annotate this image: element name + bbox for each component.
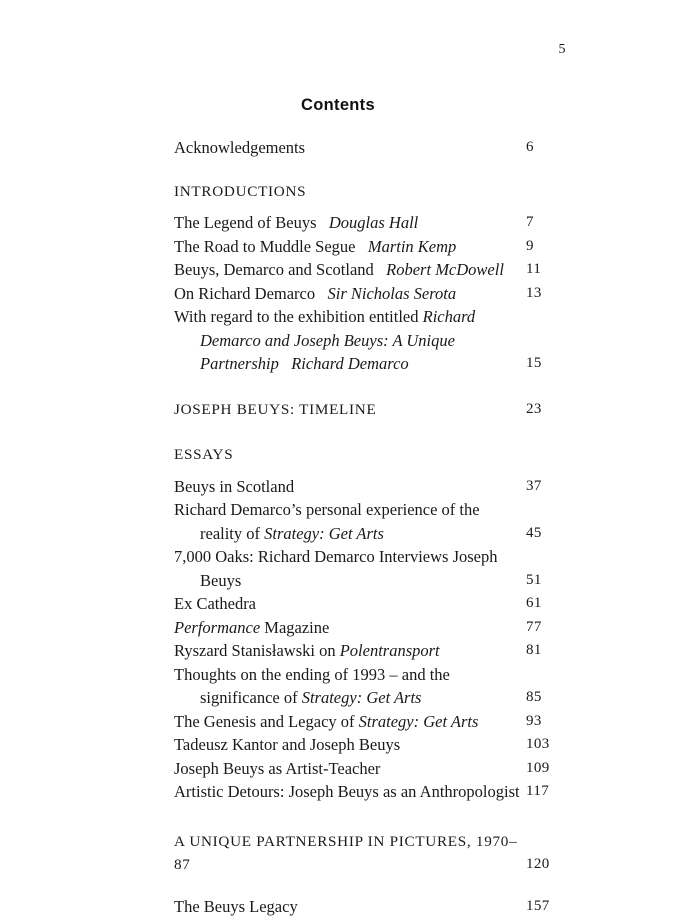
spacer — [174, 376, 568, 398]
toc-entry-page: 7 — [526, 211, 568, 235]
toc-section-label: INTRODUCTIONS — [174, 183, 306, 200]
toc-entry-author: Martin Kemp — [368, 237, 456, 256]
spacer — [174, 877, 568, 895]
toc-entry-line-2: reality of — [200, 524, 264, 543]
toc-entry-beuys-in-scotland[interactable] — [174, 475, 568, 499]
toc-entry-author: Robert McDowell — [386, 260, 504, 279]
toc-entry-page: 109 — [526, 757, 568, 781]
toc-entry-line-1: Artistic Detours: Joseph Beuys as an — [174, 782, 416, 801]
toc-entry-label: Acknowledgements — [174, 138, 305, 157]
toc-entry-label: Magazine — [260, 618, 329, 637]
toc-entry-page: 103 — [526, 733, 568, 757]
toc-entry-acknowledgements[interactable] — [174, 136, 568, 160]
toc-entry-page: 81 — [526, 639, 568, 663]
toc-entry-page: 77 — [526, 616, 568, 640]
spacer — [174, 804, 568, 830]
toc-entry-label: On Richard Demarco — [174, 284, 315, 303]
toc-entry-line-3: Partnership — [200, 354, 279, 373]
toc-entry-richard-demarcos-personal-experience[interactable] — [174, 498, 568, 545]
toc-entry-page: 157 — [526, 895, 568, 918]
toc-entry-beuys-as-artist-teacher[interactable] — [174, 757, 568, 781]
toc-entry-genesis-and-legacy[interactable] — [174, 710, 568, 734]
toc-entry-artistic-detours[interactable] — [174, 780, 568, 804]
toc-entry-the-beuys-legacy[interactable] — [174, 895, 568, 918]
toc-entry-page: 37 — [526, 475, 568, 499]
toc-entry-on-richard-demarco[interactable] — [174, 282, 568, 306]
spacer — [174, 467, 568, 475]
toc-entry-line-1: Richard Demarco’s personal experience of the — [174, 500, 480, 519]
spacer — [174, 160, 568, 180]
toc-section-unique-partnership-in-pictures[interactable] — [174, 830, 568, 877]
toc-section-essays — [174, 443, 568, 467]
toc-entry-page: 11 — [526, 258, 568, 282]
toc-entry-label: The Road to Muddle Segue — [174, 237, 355, 256]
spacer — [174, 421, 568, 443]
toc-entry-label: Beuys in Scotland — [174, 477, 294, 496]
toc-entry-line-1: 7,000 Oaks: Richard Demarco Interviews — [174, 547, 448, 566]
toc-entry-performance-magazine[interactable] — [174, 616, 568, 640]
toc-entry-label: The Legend of Beuys — [174, 213, 317, 232]
toc-entry-page: 61 — [526, 592, 568, 616]
toc-entry-label-italic: Performance — [174, 618, 260, 637]
toc-entry-page: 13 — [526, 282, 568, 306]
toc-section-label: ESSAYS — [174, 446, 233, 463]
toc-entry-ex-cathedra[interactable] — [174, 592, 568, 616]
toc-entry-label: The Beuys Legacy — [174, 897, 298, 916]
toc-entry-thoughts-on-the-ending-of-1993[interactable] — [174, 663, 568, 710]
toc-entry-author: Douglas Hall — [329, 213, 418, 232]
toc-entry-page: 15 — [526, 352, 568, 376]
toc-entry-label: Ex Cathedra — [174, 594, 256, 613]
toc-entry-line-1-italic: Richard — [423, 307, 476, 326]
toc-entry-line-1: Thoughts on the ending of 1993 – and the — [174, 665, 450, 684]
toc-entry-7000-oaks-interviews[interactable] — [174, 545, 568, 592]
toc-entry-with-regard-to-the-exhibition[interactable] — [174, 305, 568, 376]
toc-section-label: JOSEPH BEUYS: TIMELINE — [174, 401, 376, 418]
toc-entry-label: Joseph Beuys as Artist-Teacher — [174, 759, 380, 778]
toc-entry-road-to-muddle-segue[interactable] — [174, 235, 568, 259]
toc-entry-page: 93 — [526, 710, 568, 734]
spacer — [174, 203, 568, 211]
toc-entry-line-2-italic: Strategy: Get Arts — [302, 688, 422, 707]
toc-entry-line-2: significance of — [200, 688, 302, 707]
toc-entry-legend-of-beuys[interactable] — [174, 211, 568, 235]
toc-entry-label-italic: Polentransport — [340, 641, 440, 660]
toc-entry-label: Beuys, Demarco and Scotland — [174, 260, 374, 279]
toc-entry-author: Richard Demarco — [291, 354, 408, 373]
toc-entry-line-1: With regard to the exhibition entitled — [174, 307, 423, 326]
toc-entry-page: 85 — [526, 686, 568, 710]
toc-section-label: A UNIQUE PARTNERSHIP IN PICTURES, 1970–87 — [174, 833, 517, 874]
toc-entry-author: Sir Nicholas Serota — [328, 284, 457, 303]
toc-entry-page: 9 — [526, 235, 568, 259]
toc-section-page: 23 — [526, 398, 568, 422]
toc-entry-line-2: Joseph Beuys — [200, 547, 498, 590]
toc-section-page: 120 — [526, 853, 568, 877]
toc-entry-line-2: Anthropologist — [420, 782, 520, 801]
toc-entry-label: The Genesis and Legacy of — [174, 712, 359, 731]
toc-entry-label-italic: Strategy: Get Arts — [359, 712, 479, 731]
toc-entry-tadeusz-kantor[interactable] — [174, 733, 568, 757]
page-number: 5 — [0, 42, 566, 58]
toc-entry-page: 51 — [526, 569, 568, 593]
toc-section-introductions — [174, 180, 568, 204]
toc-entry-line-2-italic: Strategy: Get Arts — [264, 524, 384, 543]
toc-entry-page: 45 — [526, 522, 568, 546]
toc-entry-page: 6 — [526, 136, 568, 160]
toc-entry-beuys-demarco-and-scotland[interactable] — [174, 258, 568, 282]
toc-entry-ryszard-stanislawski[interactable] — [174, 639, 568, 663]
toc-section-joseph-beuys-timeline[interactable] — [174, 398, 568, 422]
toc-entry-label: Ryszard Stanisławski on — [174, 641, 340, 660]
toc-entry-label: Tadeusz Kantor and Joseph Beuys — [174, 735, 400, 754]
page-title: Contents — [0, 96, 676, 115]
table-of-contents — [174, 136, 568, 918]
toc-entry-page: 117 — [526, 780, 568, 804]
toc-entry-line-2: Demarco and Joseph Beuys: A Unique — [200, 331, 455, 350]
